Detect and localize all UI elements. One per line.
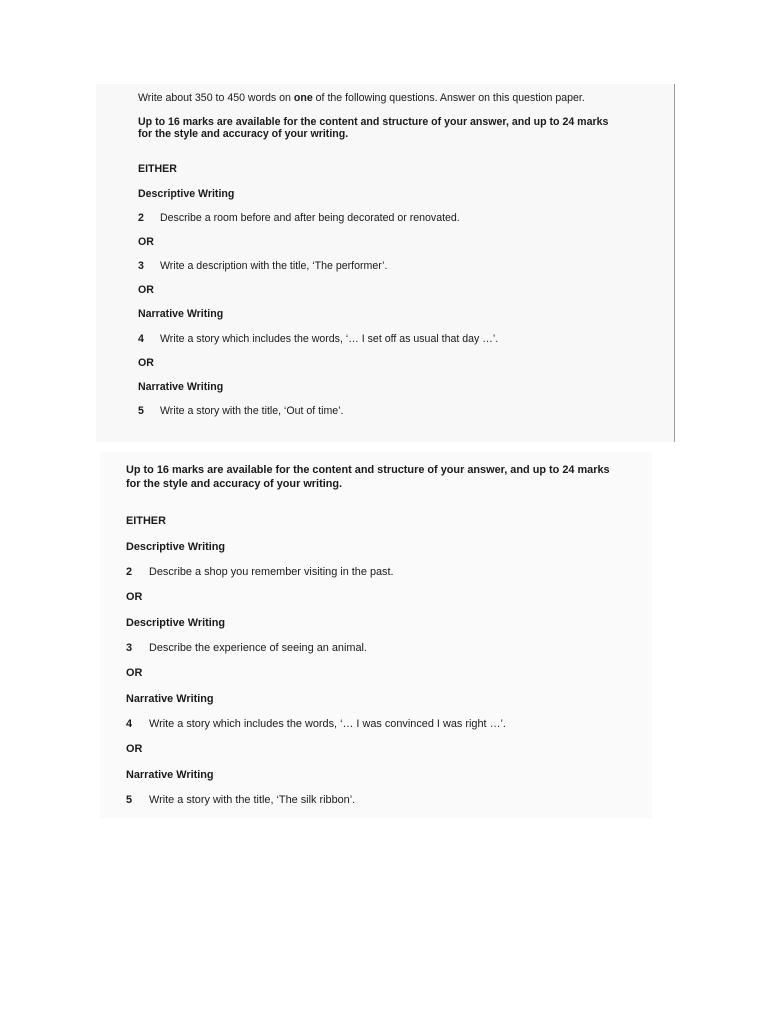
or-label: OR — [126, 667, 143, 679]
marks-info-line-2: for the style and accuracy of your writing. — [126, 478, 343, 490]
question-number: 5 — [138, 405, 144, 417]
or-label: OR — [138, 284, 154, 296]
question-2 — [126, 566, 132, 579]
instruction-line — [138, 92, 585, 105]
question-number: 3 — [138, 260, 144, 272]
marks-info-line-1: Up to 16 marks are available for the content and structure of your answer, and up to 24 marks — [138, 116, 609, 128]
section-heading: Narrative Writing — [126, 769, 214, 781]
question-2-text: Describe a shop you remember visiting in the past. — [149, 566, 394, 578]
question-number: 2 — [126, 566, 133, 578]
question-5 — [126, 794, 132, 807]
either-label: EITHER — [138, 163, 177, 175]
instruction-emphasis: one — [293, 92, 313, 104]
question-5-text: Write a story with the title, ‘The silk ribbon’. — [149, 794, 356, 806]
section-heading: Descriptive Writing — [138, 188, 235, 200]
question-number: 3 — [126, 642, 133, 654]
either-label: EITHER — [126, 515, 166, 527]
or-label: OR — [138, 236, 154, 248]
marks-info-line-2: for the style and accuracy of your writing. — [138, 128, 349, 140]
question-3-text: Describe the experience of seeing an animal. — [149, 642, 367, 654]
question-2-text: Describe a room before and after being decorated or renovated. — [160, 212, 460, 224]
or-label: OR — [126, 743, 143, 755]
section-heading: Narrative Writing — [138, 308, 224, 320]
question-5 — [138, 405, 144, 418]
or-label: OR — [138, 357, 154, 369]
question-2 — [138, 212, 144, 225]
section-heading: Descriptive Writing — [126, 617, 226, 629]
section-heading: Descriptive Writing — [126, 541, 226, 553]
question-number: 5 — [126, 794, 133, 806]
question-3-text: Write a description with the title, ‘The performer’. — [160, 260, 388, 272]
question-4-text: Write a story which includes the words, ‘… I was convinced I was right …’. — [149, 718, 506, 730]
question-number: 4 — [126, 718, 133, 730]
instruction-post: of the following questions. Answer on this question paper. — [312, 92, 585, 104]
question-3 — [138, 260, 144, 273]
question-3 — [126, 642, 132, 655]
question-paper-excerpt-2 — [100, 452, 652, 818]
question-4 — [126, 718, 132, 731]
question-number: 4 — [138, 333, 144, 345]
or-label: OR — [126, 591, 143, 603]
section-heading: Narrative Writing — [126, 693, 214, 705]
question-number: 2 — [138, 212, 144, 224]
section-heading: Narrative Writing — [138, 381, 224, 393]
marks-info-line-1: Up to 16 marks are available for the content and structure of your answer, and up to 24 marks — [126, 464, 610, 476]
question-4-text: Write a story which includes the words, ‘… I set off as usual that day …’. — [160, 333, 499, 345]
instruction-pre: Write about 350 to 450 words on — [138, 92, 294, 104]
question-5-text: Write a story with the title, ‘Out of time’. — [160, 405, 344, 417]
question-4 — [138, 333, 144, 346]
